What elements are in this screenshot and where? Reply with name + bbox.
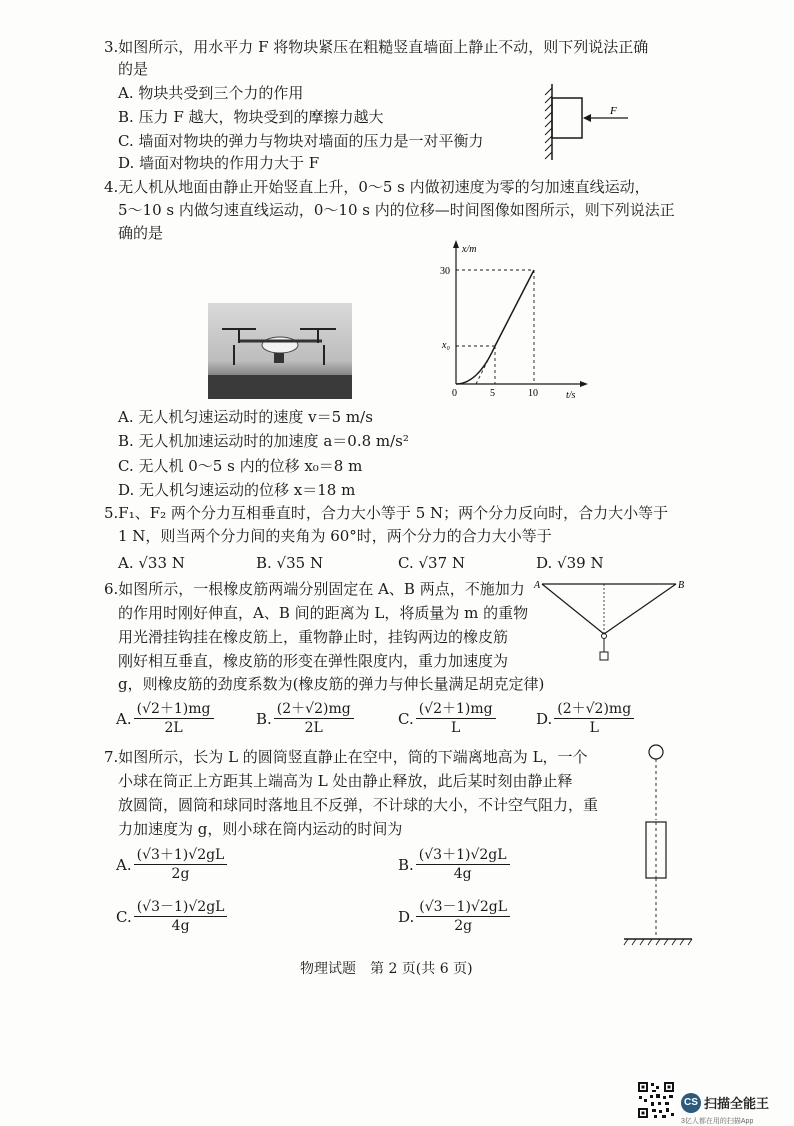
q7-option-b — [398, 846, 510, 883]
q7-option-a — [116, 846, 227, 883]
page-footer: 物理试题 第 2 页(共 6 页) — [300, 961, 473, 977]
q3-stem-line2: 的是 — [118, 60, 149, 78]
q6-stem-line5: g，则橡皮筋的劲度系数为(橡皮筋的弹力与伸长量满足胡克定律) — [118, 675, 545, 693]
q7-option-a-den: 2g — [171, 866, 190, 882]
q6-option-c-den: L — [451, 720, 461, 736]
q5-option-d: D. √39 N — [536, 554, 604, 572]
q4-option-a: A. 无人机匀速运动时的速度 v＝5 m/s — [118, 408, 373, 426]
q6-option-c-num: (√2＋1)mg — [416, 700, 496, 719]
q4-graph-ylabel: x/m — [462, 244, 477, 255]
q3-option-c: C. 墙面对物块的弹力与物块对墙面的压力是一对平衡力 — [118, 132, 484, 150]
q6-option-c-letter: C. — [398, 709, 414, 728]
drone-photo — [208, 303, 352, 399]
q6-option-b — [256, 700, 354, 737]
q7-stem-line4: 力加速度为 g，则小球在筒内运动的时间为 — [118, 820, 403, 838]
q4-graph-y30: 30 — [440, 266, 450, 277]
q7-stem-line2: 小球在筒正上方距其上端高为 L 处由静止释放，此后某时刻由静止释 — [118, 772, 573, 790]
q6-option-d — [536, 700, 634, 737]
q7-option-d-den: 2g — [454, 918, 473, 934]
q3-force-label: F — [610, 105, 617, 117]
q4-graph-t10: 10 — [528, 388, 538, 399]
q4-graph-t5: 5 — [490, 388, 495, 399]
q6-option-d-num: (2＋√2)mg — [554, 700, 634, 719]
q7-option-a-letter: A. — [116, 855, 132, 874]
q7-option-d-letter: D. — [398, 907, 415, 926]
q7-option-d-num: (√3－1)√2gL — [416, 898, 510, 917]
q4-option-c: C. 无人机 0～5 s 内的位移 x₀＝8 m — [118, 457, 363, 475]
q5-option-c: C. √37 N — [398, 554, 466, 572]
q4-option-b: B. 无人机加速运动时的加速度 a＝0.8 m/s² — [118, 432, 409, 450]
q6-rubber-band-figure — [528, 576, 696, 672]
camscanner-title: 扫描全能王 — [704, 1096, 770, 1111]
q5-option-b: B. √35 N — [256, 554, 324, 572]
q6-option-a-num: (√2＋1)mg — [134, 700, 214, 719]
q6-stem-line1: 6.如图所示，一根橡皮筋两端分别固定在 A、B 两点，不施加力 — [104, 580, 525, 598]
q4-graph-xlabel: t/s — [566, 390, 576, 400]
q6-point-a: A — [534, 580, 541, 591]
q6-stem-line2: 的作用时刚好伸直，A、B 间的距离为 L，将质量为 m 的重物 — [118, 604, 529, 622]
q7-option-c-den: 4g — [171, 918, 190, 934]
q7-cylinder-figure — [618, 742, 698, 948]
q6-stem-line3: 用光滑挂钩挂在橡皮筋上，重物静止时，挂钩两边的橡皮筋 — [118, 628, 509, 646]
q7-stem-line1: 7.如图所示，长为 L 的圆筒竖直静止在空中，筒的下端离地高为 L，一个 — [104, 748, 588, 766]
q6-option-d-den: L — [589, 720, 599, 736]
q3-option-b: B. 压力 F 越大，物块受到的摩擦力越大 — [118, 108, 384, 126]
q6-point-b: B — [678, 580, 685, 591]
q4-stem-line3: 确的是 — [118, 224, 164, 242]
camscanner-logo-icon: CS — [681, 1093, 701, 1113]
q7-option-d — [398, 898, 510, 935]
q3-option-a: A. 物块共受到三个力的作用 — [118, 84, 304, 102]
q7-stem-line3: 放圆筒，圆筒和球同时落地且不反弹，不计球的大小，不计空气阻力，重 — [118, 796, 599, 814]
q3-option-d: D. 墙面对物块的作用力大于 F — [118, 154, 320, 172]
q3-wall-block-figure — [540, 82, 640, 162]
q6-option-b-num: (2＋√2)mg — [274, 700, 354, 719]
q7-option-c-letter: C. — [116, 907, 132, 926]
q4-option-d: D. 无人机匀速运动的位移 x＝18 m — [118, 481, 356, 499]
q6-option-b-letter: B. — [256, 709, 272, 728]
q5-option-a: A. √33 N — [118, 554, 185, 572]
q3-stem-line1: 3.如图所示，用水平力 F 将物块紧压在粗糙竖直墙面上静止不动，则下列说法正确 — [104, 38, 649, 56]
q6-option-a — [116, 700, 214, 737]
q5-stem-line2: 1 N，则当两个分力间的夹角为 60°时，两个分力的合力大小等于 — [118, 527, 552, 545]
q4-stem-line1: 4.无人机从地面由静止开始竖直上升，0～5 s 内做初速度为零的匀加速直线运动， — [104, 178, 650, 196]
camscanner-subtitle: 3亿人都在用的扫描App — [681, 1118, 754, 1125]
q4-stem-line2: 5～10 s 内做匀速直线运动，0～10 s 内的位移—时间图像如图所示，则下列说法正 — [118, 201, 675, 219]
q5-stem-line1: 5.F₁、F₂ 两个分力互相垂直时，合力大小等于 5 N；两个分力反向时，合力大小等于 — [104, 504, 669, 522]
q4-graph-origin: 0 — [452, 388, 457, 399]
q7-option-c — [116, 898, 227, 935]
q4-graph-x0: x₀ — [442, 340, 450, 351]
q4-xt-graph — [438, 238, 588, 400]
q6-option-d-letter: D. — [536, 709, 553, 728]
q7-option-b-num: (√3＋1)√2gL — [416, 846, 510, 865]
q6-stem-line4: 刚好相互垂直，橡皮筋的形变在弹性限度内，重力加速度为 — [118, 652, 509, 670]
q7-option-b-den: 4g — [453, 866, 472, 882]
qr-code-icon — [636, 1080, 676, 1120]
q7-option-c-num: (√3－1)√2gL — [134, 898, 228, 917]
q6-option-a-den: 2L — [164, 720, 183, 736]
q7-option-b-letter: B. — [398, 855, 414, 874]
q6-option-a-letter: A. — [116, 709, 132, 728]
q6-option-c — [398, 700, 496, 737]
q6-option-b-den: 2L — [304, 720, 323, 736]
q7-option-a-num: (√3＋1)√2gL — [134, 846, 228, 865]
